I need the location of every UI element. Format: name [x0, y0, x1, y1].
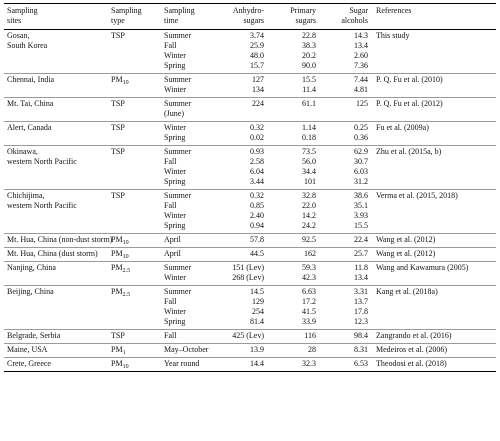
- anhydrosugars-cell: [215, 344, 269, 358]
- sampling-type-cell: [108, 190, 161, 234]
- header-text: Sugar: [349, 6, 368, 15]
- reference-cell-text: Zangrando et al. (2016): [376, 331, 452, 340]
- sugar-alcohols-cell-line: 7.36: [354, 61, 368, 70]
- sugar-alcohols-cell: [321, 358, 373, 372]
- table-row: [4, 30, 496, 74]
- sampling-time-cell: [161, 146, 215, 190]
- sampling-time-cell-line: Fall: [164, 297, 177, 306]
- anhydrosugars-cell: [215, 74, 269, 98]
- sugar-alcohols-cell-line: 13.7: [354, 297, 368, 306]
- sampling-time-cell-line: Summer: [164, 31, 192, 40]
- primary-sugars-cell: [269, 286, 321, 330]
- site-cell-line: South Korea: [7, 41, 48, 50]
- anhydrosugars-cell: [215, 30, 269, 74]
- anhydrosugars-cell-line: 127: [252, 75, 264, 84]
- sampling-time-cell: [161, 286, 215, 330]
- sampling-time-cell-line: Spring: [164, 221, 186, 230]
- table-row: [4, 146, 496, 190]
- header-anhydrosugars: [215, 4, 269, 30]
- primary-sugars-cell-line: 1.14: [302, 123, 316, 132]
- sugar-alcohols-cell-line: 13.4: [354, 41, 368, 50]
- sampling-type-cell-text: TSP: [111, 147, 125, 156]
- reference-cell-text: P. Q. Fu et al. (2010): [376, 75, 443, 84]
- header-text: Anhydro-: [232, 6, 264, 15]
- reference-cell-text: Wang et al. (2012): [376, 249, 436, 258]
- anhydrosugars-cell-line: 14.5: [250, 287, 264, 296]
- sugar-alcohols-cell: [321, 262, 373, 286]
- table-header: [4, 4, 496, 30]
- reference-cell-text: Theodosi et al. (2018): [376, 359, 447, 368]
- reference-cell: [373, 234, 496, 248]
- site-cell: [4, 358, 108, 372]
- sampling-time-cell-line: Winter: [164, 123, 186, 132]
- sampling-time-cell-line: Winter: [164, 307, 186, 316]
- sampling-type-cell-text: $PM_{10}$: [111, 235, 129, 246]
- header-text: sugars: [243, 16, 264, 25]
- sampling-time-cell-line: May–October: [164, 345, 209, 354]
- primary-sugars-cell-line: 14.2: [302, 211, 316, 220]
- site-cell: [4, 190, 108, 234]
- reference-cell-text: Kang et al. (2018a): [376, 287, 438, 296]
- primary-sugars-cell-line: 162: [304, 249, 316, 258]
- sugar-alcohols-cell: [321, 190, 373, 234]
- table-row: [4, 234, 496, 248]
- sampling-type-cell-text: $PM_1$: [111, 345, 126, 356]
- sampling-time-cell-line: Fall: [164, 201, 177, 210]
- anhydrosugars-cell-line: 81.4: [250, 317, 264, 326]
- sampling-type-cell: [108, 286, 161, 330]
- primary-sugars-cell-line: 41.5: [302, 307, 316, 316]
- sampling-type-cell: [108, 344, 161, 358]
- sugar-alcohols-cell-line: 11.8: [354, 263, 368, 272]
- sampling-type-cell-text: TSP: [111, 123, 125, 132]
- reference-cell-text: Wang et al. (2012): [376, 235, 436, 244]
- sampling-time-cell-line: (June): [164, 109, 184, 118]
- sugar-alcohols-cell: [321, 330, 373, 344]
- site-cell: [4, 146, 108, 190]
- table-body: [4, 30, 496, 372]
- primary-sugars-cell-line: 92.5: [302, 235, 316, 244]
- sampling-time-cell-line: Summer: [164, 147, 192, 156]
- sampling-time-cell-line: Winter: [164, 85, 186, 94]
- sampling-type-cell: [108, 358, 161, 372]
- sugar-alcohols-cell-line: 6.03: [354, 167, 368, 176]
- primary-sugars-cell-line: 116: [304, 331, 316, 340]
- sugar-alcohols-cell-line: 31.2: [354, 177, 368, 186]
- sampling-time-cell: [161, 344, 215, 358]
- reference-cell: [373, 248, 496, 262]
- primary-sugars-cell-line: 20.2: [302, 51, 316, 60]
- sugar-alcohols-cell-line: 6.53: [354, 359, 368, 368]
- primary-sugars-cell: [269, 98, 321, 122]
- reference-cell: [373, 122, 496, 146]
- reference-cell-text: This study: [376, 31, 410, 40]
- table-row: [4, 262, 496, 286]
- reference-cell: [373, 344, 496, 358]
- anhydrosugars-cell-line: 425 (Lev): [232, 331, 264, 340]
- primary-sugars-cell-line: 42.3: [302, 273, 316, 282]
- primary-sugars-cell-line: 90.0: [302, 61, 316, 70]
- primary-sugars-cell: [269, 74, 321, 98]
- sampling-type-cell-text: $PM_{10}$: [111, 75, 129, 86]
- header-sampling-time: [161, 4, 215, 30]
- table-row: [4, 248, 496, 262]
- site-cell-line: western North Pacific: [7, 201, 77, 210]
- header-text: time: [164, 16, 179, 25]
- primary-sugars-cell: [269, 262, 321, 286]
- site-cell-line: western North Pacific: [7, 157, 77, 166]
- site-cell-line: Belgrade, Serbia: [7, 331, 61, 340]
- sampling-time-cell-line: Fall: [164, 41, 177, 50]
- header-text: Sampling: [164, 6, 195, 15]
- header-text: Sampling: [7, 6, 38, 15]
- sugar-alcohols-cell-line: 25.7: [354, 249, 368, 258]
- primary-sugars-cell-line: 73.5: [302, 147, 316, 156]
- sampling-time-cell-line: Year round: [164, 359, 200, 368]
- primary-sugars-cell: [269, 122, 321, 146]
- sugar-alcohols-cell-line: 4.81: [354, 85, 368, 94]
- header-text: sugars: [295, 16, 316, 25]
- primary-sugars-cell-line: 22.8: [302, 31, 316, 40]
- primary-sugars-cell: [269, 330, 321, 344]
- sampling-type-cell: [108, 262, 161, 286]
- primary-sugars-cell: [269, 344, 321, 358]
- sampling-type-cell: [108, 330, 161, 344]
- sugar-alcohols-cell-line: 0.25: [354, 123, 368, 132]
- sugar-alcohols-cell-line: 12.3: [354, 317, 368, 326]
- sugar-alcohols-cell: [321, 30, 373, 74]
- primary-sugars-cell-line: 24.2: [302, 221, 316, 230]
- sampling-time-cell: [161, 358, 215, 372]
- sampling-time-cell: [161, 122, 215, 146]
- sugar-alcohols-cell: [321, 74, 373, 98]
- sampling-time-cell: [161, 330, 215, 344]
- anhydrosugars-cell-line: 6.04: [250, 167, 264, 176]
- site-cell-line: Okinawa,: [7, 147, 38, 156]
- anhydrosugars-cell-line: 268 (Lev): [232, 273, 264, 282]
- primary-sugars-cell-line: 59.3: [302, 263, 316, 272]
- header-sampling-sites: [4, 4, 108, 30]
- reference-cell: [373, 98, 496, 122]
- anhydrosugars-cell-line: 134: [252, 85, 264, 94]
- reference-cell: [373, 330, 496, 344]
- header-sugar-alcohols: [321, 4, 373, 30]
- anhydrosugars-cell-line: 13.9: [250, 345, 264, 354]
- site-cell-line: Mt. Hua, China (dust storm): [7, 249, 98, 258]
- sampling-type-cell: [108, 234, 161, 248]
- site-cell: [4, 30, 108, 74]
- sampling-time-cell: [161, 30, 215, 74]
- sampling-type-cell: [108, 146, 161, 190]
- reference-cell-text: Wang and Kawamura (2005): [376, 263, 469, 272]
- sugar-alcohols-cell: [321, 122, 373, 146]
- sampling-time-cell-line: Winter: [164, 51, 186, 60]
- reference-cell: [373, 74, 496, 98]
- site-cell-line: Nanjing, China: [7, 263, 56, 272]
- sugar-alcohols-cell-line: 62.9: [354, 147, 368, 156]
- site-cell: [4, 248, 108, 262]
- anhydrosugars-cell-line: 3.74: [250, 31, 264, 40]
- site-cell: [4, 330, 108, 344]
- sampling-time-cell: [161, 74, 215, 98]
- header-primary-sugars: [269, 4, 321, 30]
- sampling-type-cell-text: TSP: [111, 99, 125, 108]
- sampling-time-cell: [161, 262, 215, 286]
- reference-cell-text: Verma et al. (2015, 2018): [376, 191, 458, 200]
- site-cell: [4, 286, 108, 330]
- primary-sugars-cell-line: 22.0: [302, 201, 316, 210]
- site-cell: [4, 344, 108, 358]
- anhydrosugars-cell: [215, 358, 269, 372]
- reference-cell: [373, 262, 496, 286]
- anhydrosugars-cell: [215, 234, 269, 248]
- site-cell: [4, 262, 108, 286]
- anhydrosugars-cell-line: 0.94: [250, 221, 264, 230]
- sampling-time-cell-line: Winter: [164, 273, 186, 282]
- sugar-alcohols-cell-line: 14.3: [354, 31, 368, 40]
- site-cell-line: Mt. Hua, China (non-dust storm): [7, 235, 113, 244]
- sampling-type-cell: [108, 122, 161, 146]
- site-cell: [4, 98, 108, 122]
- header-text: References: [376, 6, 412, 15]
- anhydrosugars-cell: [215, 146, 269, 190]
- primary-sugars-cell: [269, 30, 321, 74]
- primary-sugars-cell-line: 38.3: [302, 41, 316, 50]
- table-row: [4, 330, 496, 344]
- anhydrosugars-cell-line: 151 (Lev): [232, 263, 264, 272]
- anhydrosugars-cell-line: 0.32: [250, 191, 264, 200]
- sugar-alcohols-cell-line: 38.6: [354, 191, 368, 200]
- anhydrosugars-cell: [215, 262, 269, 286]
- sugar-alcohols-cell: [321, 344, 373, 358]
- primary-sugars-cell: [269, 358, 321, 372]
- sampling-time-cell-line: Spring: [164, 177, 186, 186]
- anhydrosugars-cell: [215, 248, 269, 262]
- primary-sugars-cell: [269, 248, 321, 262]
- sugar-alcohols-cell: [321, 234, 373, 248]
- sampling-time-cell: [161, 234, 215, 248]
- table-row: [4, 74, 496, 98]
- sampling-type-cell-text: $PM_{2.5}$: [111, 287, 131, 298]
- anhydrosugars-cell: [215, 286, 269, 330]
- sugar-alcohols-cell-line: 7.44: [354, 75, 368, 84]
- site-cell-line: Alert, Canada: [7, 123, 52, 132]
- header-text: sites: [7, 16, 22, 25]
- sampling-time-cell-line: Spring: [164, 317, 186, 326]
- anhydrosugars-cell-line: 57.8: [250, 235, 264, 244]
- site-cell: [4, 122, 108, 146]
- reference-cell: [373, 190, 496, 234]
- sampling-type-cell-text: $PM_{10}$: [111, 249, 129, 260]
- sampling-time-cell-line: Winter: [164, 167, 186, 176]
- site-cell: [4, 74, 108, 98]
- primary-sugars-cell: [269, 146, 321, 190]
- sugar-alcohols-cell-line: 35.1: [354, 201, 368, 210]
- primary-sugars-cell-line: 28: [308, 345, 316, 354]
- primary-sugars-cell-line: 6.63: [302, 287, 316, 296]
- primary-sugars-cell: [269, 234, 321, 248]
- sugar-comparison-table: [4, 3, 496, 372]
- anhydrosugars-cell-line: 2.40: [250, 211, 264, 220]
- primary-sugars-cell-line: 17.2: [302, 297, 316, 306]
- primary-sugars-cell-line: 11.4: [302, 85, 316, 94]
- anhydrosugars-cell: [215, 122, 269, 146]
- table-row: [4, 358, 496, 372]
- anhydrosugars-cell-line: 25.9: [250, 41, 264, 50]
- sampling-time-cell-line: Fall: [164, 157, 177, 166]
- anhydrosugars-cell-line: 129: [252, 297, 264, 306]
- sugar-alcohols-cell: [321, 286, 373, 330]
- anhydrosugars-cell-line: 44.5: [250, 249, 264, 258]
- sugar-alcohols-cell-line: 17.8: [354, 307, 368, 316]
- sugar-alcohols-cell: [321, 98, 373, 122]
- site-cell-line: Maine, USA: [7, 345, 48, 354]
- sampling-time-cell-line: Winter: [164, 211, 186, 220]
- anhydrosugars-cell-line: 0.32: [250, 123, 264, 132]
- sugar-alcohols-cell-line: 3.93: [354, 211, 368, 220]
- reference-cell-text: Zhu et al. (2015a, b): [376, 147, 442, 156]
- reference-cell: [373, 286, 496, 330]
- sampling-time-cell: [161, 98, 215, 122]
- anhydrosugars-cell-line: 48.0: [250, 51, 264, 60]
- sampling-time-cell-line: Fall: [164, 331, 177, 340]
- primary-sugars-cell-line: 0.18: [302, 133, 316, 142]
- reference-cell: [373, 30, 496, 74]
- sampling-time-cell-line: Spring: [164, 61, 186, 70]
- sampling-type-cell-text: $PM_{10}$: [111, 359, 129, 370]
- sampling-type-cell-text: $PM_{2.5}$: [111, 263, 131, 274]
- site-cell-line: Mt. Tai, China: [7, 99, 54, 108]
- anhydrosugars-cell-line: 15.7: [250, 61, 264, 70]
- header-text: alcohols: [341, 16, 368, 25]
- anhydrosugars-cell-line: 0.02: [250, 133, 264, 142]
- reference-cell-text: Fu et al. (2009a): [376, 123, 429, 132]
- anhydrosugars-cell: [215, 330, 269, 344]
- anhydrosugars-cell-line: 0.85: [250, 201, 264, 210]
- anhydrosugars-cell: [215, 98, 269, 122]
- anhydrosugars-cell-line: 254: [252, 307, 264, 316]
- reference-cell-text: Medeiros et al. (2006): [376, 345, 448, 354]
- site-cell-line: Chichijima,: [7, 191, 45, 200]
- anhydrosugars-cell: [215, 190, 269, 234]
- sampling-time-cell-line: Spring: [164, 133, 186, 142]
- sampling-time-cell-line: April: [164, 235, 181, 244]
- anhydrosugars-cell-line: 224: [252, 99, 264, 108]
- primary-sugars-cell-line: 32.3: [302, 359, 316, 368]
- header-text: Sampling: [111, 6, 142, 15]
- table-row: [4, 122, 496, 146]
- sampling-time-cell: [161, 248, 215, 262]
- sugar-alcohols-cell: [321, 248, 373, 262]
- header-sampling-type: [108, 4, 161, 30]
- reference-cell-text: P. Q. Fu et al. (2012): [376, 99, 443, 108]
- sugar-alcohols-cell-line: 0.36: [354, 133, 368, 142]
- anhydrosugars-cell-line: 0.93: [250, 147, 264, 156]
- sampling-type-cell-text: TSP: [111, 191, 125, 200]
- reference-cell: [373, 358, 496, 372]
- sampling-type-cell: [108, 74, 161, 98]
- primary-sugars-cell-line: 34.4: [302, 167, 316, 176]
- primary-sugars-cell-line: 61.1: [302, 99, 316, 108]
- sampling-type-cell: [108, 98, 161, 122]
- sampling-time-cell-line: Summer: [164, 191, 192, 200]
- sampling-type-cell: [108, 248, 161, 262]
- site-cell: [4, 234, 113, 248]
- table-row: [4, 98, 496, 122]
- primary-sugars-cell-line: 101: [304, 177, 316, 186]
- sampling-time-cell-line: Summer: [164, 75, 192, 84]
- anhydrosugars-cell-line: 3.44: [250, 177, 264, 186]
- primary-sugars-cell-line: 33.9: [302, 317, 316, 326]
- sugar-alcohols-cell-line: 2.60: [354, 51, 368, 60]
- sampling-type-cell-text: TSP: [111, 331, 125, 340]
- primary-sugars-cell-line: 56.0: [302, 157, 316, 166]
- sampling-type-cell: [108, 30, 161, 74]
- sugar-alcohols-cell-line: 3.31: [354, 287, 368, 296]
- sugar-alcohols-cell-line: 22.4: [354, 235, 368, 244]
- sugar-alcohols-cell: [321, 146, 373, 190]
- sampling-time-cell-line: Summer: [164, 263, 192, 272]
- header-text: type: [111, 16, 125, 25]
- table-row: [4, 190, 496, 234]
- primary-sugars-cell-line: 15.5: [302, 75, 316, 84]
- table-row: [4, 286, 496, 330]
- sampling-time-cell-line: April: [164, 249, 181, 258]
- sampling-type-cell-text: TSP: [111, 31, 125, 40]
- sampling-time-cell-line: Summer: [164, 287, 192, 296]
- reference-cell: [373, 146, 496, 190]
- table-row: [4, 344, 496, 358]
- site-cell-line: Chennai, India: [7, 75, 55, 84]
- primary-sugars-cell: [269, 190, 321, 234]
- site-cell-line: Crete, Greece: [7, 359, 51, 368]
- site-cell-line: Beijing, China: [7, 287, 54, 296]
- site-cell-line: Gosan,: [7, 31, 30, 40]
- sugar-alcohols-cell-line: 125: [356, 99, 368, 108]
- anhydrosugars-cell-line: 14.4: [250, 359, 264, 368]
- anhydrosugars-cell-line: 2.58: [250, 157, 264, 166]
- sugar-alcohols-cell-line: 30.7: [354, 157, 368, 166]
- sampling-time-cell-line: Summer: [164, 99, 192, 108]
- header-references: [373, 4, 496, 30]
- sampling-time-cell: [161, 190, 215, 234]
- sugar-alcohols-cell-line: 13.4: [354, 273, 368, 282]
- sugar-alcohols-cell-line: 98.4: [354, 331, 368, 340]
- sugar-alcohols-cell-line: 8.31: [354, 345, 368, 354]
- primary-sugars-cell-line: 32.8: [302, 191, 316, 200]
- header-text: Primary: [290, 6, 316, 15]
- sugar-alcohols-cell-line: 15.5: [354, 221, 368, 230]
